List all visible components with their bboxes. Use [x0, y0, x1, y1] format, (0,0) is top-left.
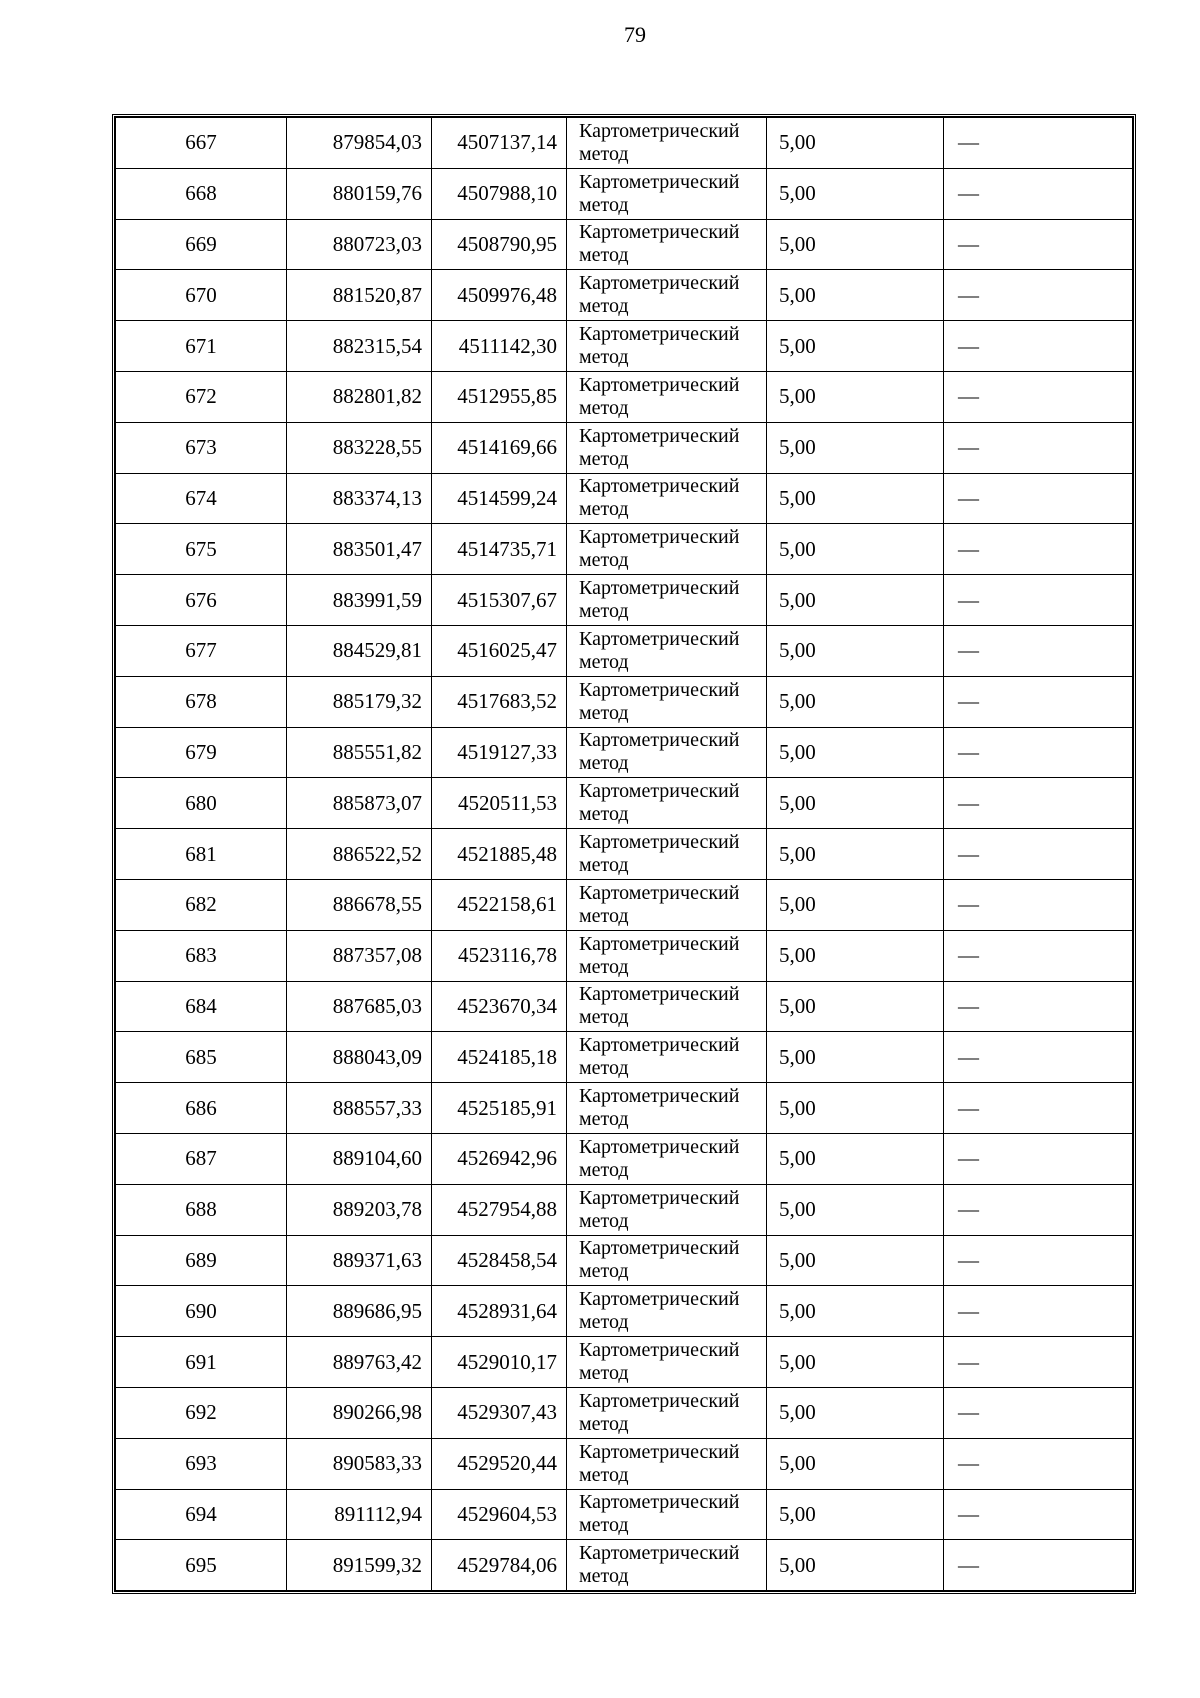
method-line-2: метод — [579, 1463, 629, 1486]
accuracy: 5,00 — [767, 1286, 944, 1337]
description: — — [944, 575, 1133, 626]
point-number: 689 — [116, 1235, 287, 1286]
table-row — [116, 1083, 1133, 1134]
table-row — [116, 1387, 1133, 1438]
method-line-1: Картометрический — [579, 1135, 740, 1158]
point-number: 680 — [116, 778, 287, 829]
x-coordinate: 882801,82 — [287, 371, 432, 422]
method-cell — [567, 727, 767, 778]
accuracy: 5,00 — [767, 981, 944, 1032]
accuracy: 5,00 — [767, 829, 944, 880]
method-line-2: метод — [579, 1362, 629, 1385]
y-coordinate: 4521885,48 — [432, 829, 567, 880]
x-coordinate: 885551,82 — [287, 727, 432, 778]
method-cell — [567, 1337, 767, 1388]
method-line-2: метод — [579, 142, 629, 165]
y-coordinate: 4529307,43 — [432, 1387, 567, 1438]
table-row — [116, 829, 1133, 880]
method-line-1: Картометрический — [579, 1339, 740, 1362]
accuracy: 5,00 — [767, 168, 944, 219]
description: — — [944, 1286, 1133, 1337]
x-coordinate: 883991,59 — [287, 575, 432, 626]
accuracy: 5,00 — [767, 1032, 944, 1083]
point-number: 669 — [116, 219, 287, 270]
table-row — [116, 981, 1133, 1032]
method-line-1: Картометрический — [579, 1389, 740, 1412]
method-line-1: Картометрический — [579, 1440, 740, 1463]
method-cell — [567, 524, 767, 575]
method-line-1: Картометрический — [579, 1542, 740, 1565]
table-row — [116, 1184, 1133, 1235]
point-number: 673 — [116, 422, 287, 473]
method-line-1: Картометрический — [579, 831, 740, 854]
method-line-2: метод — [579, 193, 629, 216]
x-coordinate: 885179,32 — [287, 676, 432, 727]
point-number: 674 — [116, 473, 287, 524]
method-line-1: Картометрический — [579, 1034, 740, 1057]
accuracy: 5,00 — [767, 625, 944, 676]
y-coordinate: 4522158,61 — [432, 879, 567, 930]
y-coordinate: 4514735,71 — [432, 524, 567, 575]
x-coordinate: 889686,95 — [287, 1286, 432, 1337]
method-cell — [567, 118, 767, 169]
method-line-1: Картометрический — [579, 729, 740, 752]
x-coordinate: 891599,32 — [287, 1540, 432, 1591]
accuracy: 5,00 — [767, 473, 944, 524]
table-row — [116, 422, 1133, 473]
method-line-1: Картометрический — [579, 780, 740, 803]
point-number: 694 — [116, 1489, 287, 1540]
method-line-1: Картометрический — [579, 577, 740, 600]
y-coordinate: 4526942,96 — [432, 1133, 567, 1184]
method-cell — [567, 168, 767, 219]
description: — — [944, 321, 1133, 372]
y-coordinate: 4523670,34 — [432, 981, 567, 1032]
method-line-2: метод — [579, 244, 629, 267]
method-cell — [567, 1540, 767, 1591]
table-row — [116, 879, 1133, 930]
y-coordinate: 4515307,67 — [432, 575, 567, 626]
method-cell — [567, 676, 767, 727]
x-coordinate: 888043,09 — [287, 1032, 432, 1083]
description: — — [944, 270, 1133, 321]
method-line-2: метод — [579, 854, 629, 877]
x-coordinate: 883374,13 — [287, 473, 432, 524]
method-cell — [567, 1083, 767, 1134]
accuracy: 5,00 — [767, 371, 944, 422]
x-coordinate: 887357,08 — [287, 930, 432, 981]
point-number: 682 — [116, 879, 287, 930]
coordinates-table-frame — [112, 114, 1136, 1594]
method-line-2: метод — [579, 1057, 629, 1080]
table-row — [116, 473, 1133, 524]
method-line-1: Картометрический — [579, 983, 740, 1006]
method-line-2: метод — [579, 295, 629, 318]
y-coordinate: 4527954,88 — [432, 1184, 567, 1235]
description: — — [944, 1438, 1133, 1489]
method-cell — [567, 1032, 767, 1083]
accuracy: 5,00 — [767, 1133, 944, 1184]
description: — — [944, 930, 1133, 981]
x-coordinate: 883228,55 — [287, 422, 432, 473]
method-line-1: Картометрический — [579, 221, 740, 244]
method-cell — [567, 625, 767, 676]
y-coordinate: 4523116,78 — [432, 930, 567, 981]
description: — — [944, 422, 1133, 473]
table-row — [116, 1133, 1133, 1184]
description: — — [944, 1489, 1133, 1540]
accuracy: 5,00 — [767, 778, 944, 829]
accuracy: 5,00 — [767, 1184, 944, 1235]
x-coordinate: 881520,87 — [287, 270, 432, 321]
point-number: 672 — [116, 371, 287, 422]
point-number: 690 — [116, 1286, 287, 1337]
method-cell — [567, 219, 767, 270]
method-line-2: метод — [579, 1412, 629, 1435]
x-coordinate: 889763,42 — [287, 1337, 432, 1388]
table-row — [116, 1286, 1133, 1337]
method-line-2: метод — [579, 1158, 629, 1181]
point-number: 692 — [116, 1387, 287, 1438]
method-cell — [567, 321, 767, 372]
description: — — [944, 1032, 1133, 1083]
accuracy: 5,00 — [767, 1083, 944, 1134]
method-line-2: метод — [579, 1565, 629, 1588]
method-line-1: Картометрический — [579, 272, 740, 295]
method-line-2: метод — [579, 955, 629, 978]
description: — — [944, 981, 1133, 1032]
y-coordinate: 4514599,24 — [432, 473, 567, 524]
description: — — [944, 1337, 1133, 1388]
x-coordinate: 890583,33 — [287, 1438, 432, 1489]
x-coordinate: 880159,76 — [287, 168, 432, 219]
method-line-2: метод — [579, 1108, 629, 1131]
description: — — [944, 1235, 1133, 1286]
method-line-2: метод — [579, 803, 629, 826]
method-line-1: Картометрический — [579, 1085, 740, 1108]
x-coordinate: 890266,98 — [287, 1387, 432, 1438]
method-cell — [567, 879, 767, 930]
table-row — [116, 1438, 1133, 1489]
description: — — [944, 168, 1133, 219]
accuracy: 5,00 — [767, 727, 944, 778]
point-number: 667 — [116, 118, 287, 169]
method-line-1: Картометрический — [579, 1491, 740, 1514]
table-row — [116, 1489, 1133, 1540]
table-row — [116, 168, 1133, 219]
x-coordinate: 883501,47 — [287, 524, 432, 575]
x-coordinate: 889203,78 — [287, 1184, 432, 1235]
method-line-1: Картометрический — [579, 323, 740, 346]
x-coordinate: 889371,63 — [287, 1235, 432, 1286]
table-row — [116, 727, 1133, 778]
point-number: 695 — [116, 1540, 287, 1591]
table-row — [116, 625, 1133, 676]
method-cell — [567, 1438, 767, 1489]
table-row — [116, 270, 1133, 321]
table-row — [116, 676, 1133, 727]
table-row — [116, 1032, 1133, 1083]
accuracy: 5,00 — [767, 1438, 944, 1489]
y-coordinate: 4529784,06 — [432, 1540, 567, 1591]
method-line-1: Картометрический — [579, 881, 740, 904]
accuracy: 5,00 — [767, 930, 944, 981]
accuracy: 5,00 — [767, 879, 944, 930]
method-cell — [567, 1286, 767, 1337]
point-number: 685 — [116, 1032, 287, 1083]
accuracy: 5,00 — [767, 321, 944, 372]
method-line-2: метод — [579, 1311, 629, 1334]
method-cell — [567, 575, 767, 626]
description: — — [944, 524, 1133, 575]
accuracy: 5,00 — [767, 118, 944, 169]
method-line-1: Картометрический — [579, 424, 740, 447]
method-line-2: метод — [579, 346, 629, 369]
point-number: 676 — [116, 575, 287, 626]
method-line-1: Картометрический — [579, 1237, 740, 1260]
description: — — [944, 676, 1133, 727]
method-cell — [567, 1133, 767, 1184]
point-number: 681 — [116, 829, 287, 880]
x-coordinate: 888557,33 — [287, 1083, 432, 1134]
table-row — [116, 219, 1133, 270]
description: — — [944, 1133, 1133, 1184]
method-line-2: метод — [579, 1514, 629, 1537]
method-cell — [567, 930, 767, 981]
method-line-2: метод — [579, 904, 629, 927]
y-coordinate: 4507137,14 — [432, 118, 567, 169]
y-coordinate: 4529010,17 — [432, 1337, 567, 1388]
method-line-2: метод — [579, 549, 629, 572]
x-coordinate: 887685,03 — [287, 981, 432, 1032]
method-cell — [567, 422, 767, 473]
y-coordinate: 4512955,85 — [432, 371, 567, 422]
point-number: 675 — [116, 524, 287, 575]
table-row — [116, 930, 1133, 981]
description: — — [944, 625, 1133, 676]
y-coordinate: 4508790,95 — [432, 219, 567, 270]
table-row — [116, 321, 1133, 372]
accuracy: 5,00 — [767, 1540, 944, 1591]
point-number: 691 — [116, 1337, 287, 1388]
y-coordinate: 4529604,53 — [432, 1489, 567, 1540]
point-number: 688 — [116, 1184, 287, 1235]
method-line-2: метод — [579, 1260, 629, 1283]
table-row — [116, 118, 1133, 169]
description: — — [944, 473, 1133, 524]
x-coordinate: 882315,54 — [287, 321, 432, 372]
accuracy: 5,00 — [767, 219, 944, 270]
table-row — [116, 1235, 1133, 1286]
method-line-1: Картометрический — [579, 373, 740, 396]
y-coordinate: 4528458,54 — [432, 1235, 567, 1286]
accuracy: 5,00 — [767, 1337, 944, 1388]
description: — — [944, 1184, 1133, 1235]
point-number: 678 — [116, 676, 287, 727]
method-line-1: Картометрический — [579, 932, 740, 955]
x-coordinate: 879854,03 — [287, 118, 432, 169]
y-coordinate: 4509976,48 — [432, 270, 567, 321]
y-coordinate: 4520511,53 — [432, 778, 567, 829]
method-line-2: метод — [579, 650, 629, 673]
method-line-2: метод — [579, 1209, 629, 1232]
method-cell — [567, 473, 767, 524]
table-row — [116, 1540, 1133, 1591]
point-number: 668 — [116, 168, 287, 219]
description: — — [944, 1387, 1133, 1438]
method-cell — [567, 1387, 767, 1438]
table-body — [116, 118, 1133, 1591]
page-number: 79 — [624, 22, 646, 47]
point-number: 670 — [116, 270, 287, 321]
method-line-1: Картометрический — [579, 678, 740, 701]
y-coordinate: 4516025,47 — [432, 625, 567, 676]
point-number: 671 — [116, 321, 287, 372]
description: — — [944, 879, 1133, 930]
y-coordinate: 4525185,91 — [432, 1083, 567, 1134]
y-coordinate: 4528931,64 — [432, 1286, 567, 1337]
x-coordinate: 889104,60 — [287, 1133, 432, 1184]
description: — — [944, 1083, 1133, 1134]
y-coordinate: 4517683,52 — [432, 676, 567, 727]
point-number: 693 — [116, 1438, 287, 1489]
x-coordinate: 885873,07 — [287, 778, 432, 829]
accuracy: 5,00 — [767, 524, 944, 575]
table-row — [116, 524, 1133, 575]
x-coordinate: 880723,03 — [287, 219, 432, 270]
y-coordinate: 4507988,10 — [432, 168, 567, 219]
method-line-2: метод — [579, 600, 629, 623]
y-coordinate: 4514169,66 — [432, 422, 567, 473]
description: — — [944, 219, 1133, 270]
table-row — [116, 575, 1133, 626]
description: — — [944, 778, 1133, 829]
accuracy: 5,00 — [767, 1489, 944, 1540]
y-coordinate: 4511142,30 — [432, 321, 567, 372]
description: — — [944, 371, 1133, 422]
method-line-2: метод — [579, 1006, 629, 1029]
method-line-2: метод — [579, 498, 629, 521]
method-line-2: метод — [579, 701, 629, 724]
method-cell — [567, 1235, 767, 1286]
point-number: 686 — [116, 1083, 287, 1134]
method-cell — [567, 1184, 767, 1235]
method-cell — [567, 981, 767, 1032]
method-line-1: Картометрический — [579, 526, 740, 549]
accuracy: 5,00 — [767, 422, 944, 473]
y-coordinate: 4519127,33 — [432, 727, 567, 778]
description: — — [944, 727, 1133, 778]
x-coordinate: 884529,81 — [287, 625, 432, 676]
method-line-2: метод — [579, 396, 629, 419]
description: — — [944, 1540, 1133, 1591]
method-line-2: метод — [579, 752, 629, 775]
method-cell — [567, 1489, 767, 1540]
method-cell — [567, 778, 767, 829]
accuracy: 5,00 — [767, 575, 944, 626]
x-coordinate: 886678,55 — [287, 879, 432, 930]
table-row — [116, 778, 1133, 829]
method-line-1: Картометрический — [579, 1186, 740, 1209]
description: — — [944, 829, 1133, 880]
accuracy: 5,00 — [767, 676, 944, 727]
method-line-2: метод — [579, 447, 629, 470]
accuracy: 5,00 — [767, 1387, 944, 1438]
accuracy: 5,00 — [767, 1235, 944, 1286]
coordinates-table — [115, 117, 1133, 1591]
x-coordinate: 886522,52 — [287, 829, 432, 880]
point-number: 687 — [116, 1133, 287, 1184]
x-coordinate: 891112,94 — [287, 1489, 432, 1540]
method-cell — [567, 270, 767, 321]
point-number: 679 — [116, 727, 287, 778]
y-coordinate: 4529520,44 — [432, 1438, 567, 1489]
accuracy: 5,00 — [767, 270, 944, 321]
point-number: 677 — [116, 625, 287, 676]
table-row — [116, 371, 1133, 422]
description: — — [944, 118, 1133, 169]
table-row — [116, 1337, 1133, 1388]
y-coordinate: 4524185,18 — [432, 1032, 567, 1083]
method-line-1: Картометрический — [579, 170, 740, 193]
method-line-1: Картометрический — [579, 119, 740, 142]
point-number: 684 — [116, 981, 287, 1032]
method-line-1: Картометрический — [579, 1288, 740, 1311]
method-cell — [567, 829, 767, 880]
method-cell — [567, 371, 767, 422]
point-number: 683 — [116, 930, 287, 981]
method-line-1: Картометрический — [579, 627, 740, 650]
method-line-1: Картометрический — [579, 475, 740, 498]
